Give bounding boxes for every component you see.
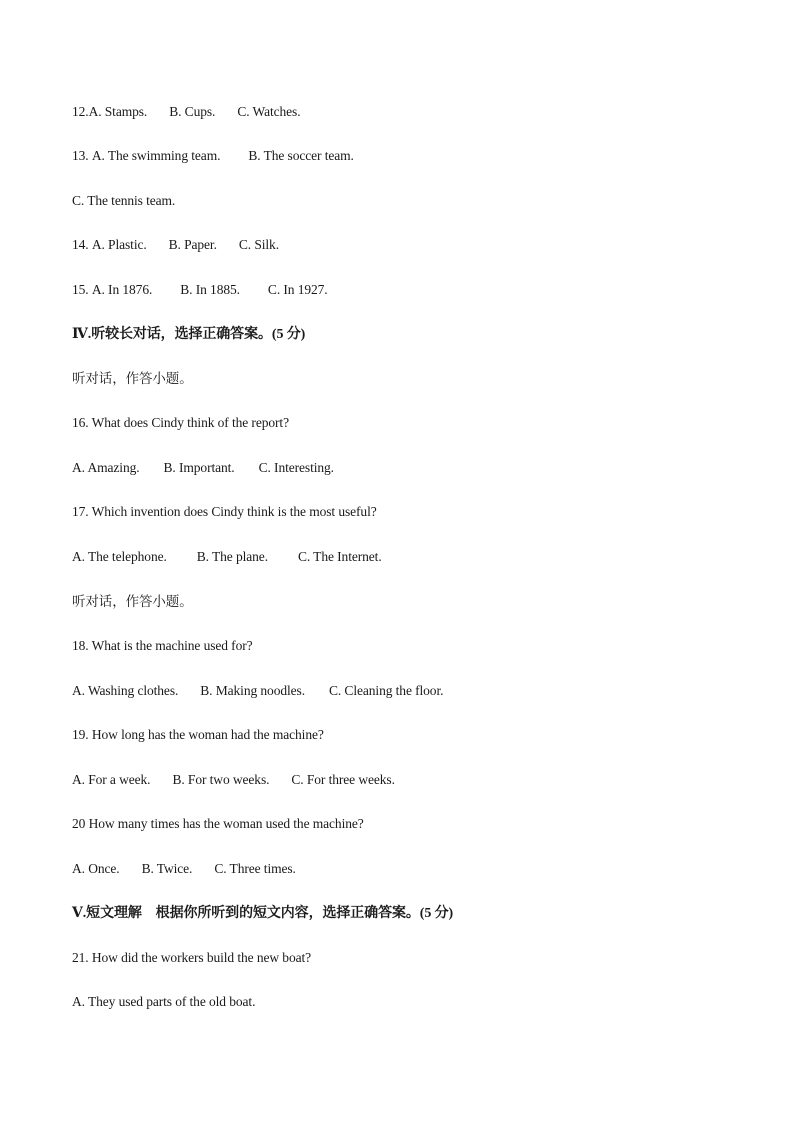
section-4-heading [72, 325, 305, 344]
question-14-options [72, 236, 279, 254]
question-number: 13. [72, 148, 92, 163]
option-c: C. The Internet. [297, 549, 382, 564]
section-score: (5 分) [419, 906, 454, 921]
option-a: A. The swimming team. [91, 148, 221, 163]
question-21-option-a: A. They used parts of the old boat. [72, 994, 256, 1009]
option-a: A. In 1876. [91, 282, 153, 297]
option-b: B. Twice. [141, 861, 193, 876]
question-17-text: 17. Which invention does Cindy think is the most useful? [72, 504, 377, 519]
question-12-options [72, 103, 301, 121]
option-b: B. The plane. [196, 549, 268, 564]
option-b: B. The soccer team. [248, 148, 354, 163]
option-a: A. Once. [72, 861, 120, 876]
section-5-heading [72, 904, 453, 923]
option-c: C. Silk. [238, 237, 279, 252]
question-20-text: 20 How many times has the woman used the machine? [72, 816, 364, 831]
option-a: A. Plastic. [91, 237, 147, 252]
question-13-option-c: C. The tennis team. [72, 193, 176, 208]
question-16-options [72, 459, 334, 477]
section-number: Ⅴ. [72, 906, 87, 921]
question-number: 15. [72, 282, 92, 297]
question-19-options [72, 771, 395, 789]
question-number: 14. [72, 237, 92, 252]
question-20-options [72, 860, 296, 878]
option-c: C. Watches. [237, 104, 301, 119]
option-a: A. Washing clothes. [72, 683, 179, 698]
section-title: 短文理解 根据你所听到的短文内容，选择正确答案。 [86, 905, 420, 921]
section-number: Ⅳ. [72, 327, 92, 342]
question-18-text: 18. What is the machine used for? [72, 638, 253, 653]
question-18-options [72, 682, 443, 700]
instruction-2: 听对话，作答小题。 [72, 594, 193, 610]
option-a: A. For a week. [72, 772, 151, 787]
option-b: B. In 1885. [180, 282, 240, 297]
question-13-options [72, 147, 354, 165]
instruction-1: 听对话，作答小题。 [72, 371, 193, 387]
option-b: B. Making noodles. [200, 683, 305, 698]
question-15-options [72, 281, 328, 299]
option-c: C. Interesting. [258, 460, 334, 475]
question-16-text: 16. What does Cindy think of the report? [72, 415, 289, 430]
option-a: A. Amazing. [72, 460, 140, 475]
question-19-text: 19. How long has the woman had the machine? [72, 727, 324, 742]
option-b: B. Paper. [168, 237, 217, 252]
section-title: 听较长对话，选择正确答案。 [91, 326, 272, 342]
option-b: B. For two weeks. [172, 772, 270, 787]
option-c: C. In 1927. [267, 282, 328, 297]
question-number: 12. [72, 104, 89, 119]
option-c: C. For three weeks. [291, 772, 395, 787]
option-c: C. Cleaning the floor. [328, 683, 444, 698]
question-17-options [72, 548, 382, 566]
option-a: A. Stamps. [88, 104, 148, 119]
option-b: B. Cups. [169, 104, 216, 119]
option-c: C. Three times. [214, 861, 296, 876]
question-21-text: 21. How did the workers build the new boat? [72, 950, 312, 965]
section-score: (5 分) [271, 327, 306, 342]
option-b: B. Important. [163, 460, 235, 475]
option-a: A. The telephone. [72, 549, 167, 564]
